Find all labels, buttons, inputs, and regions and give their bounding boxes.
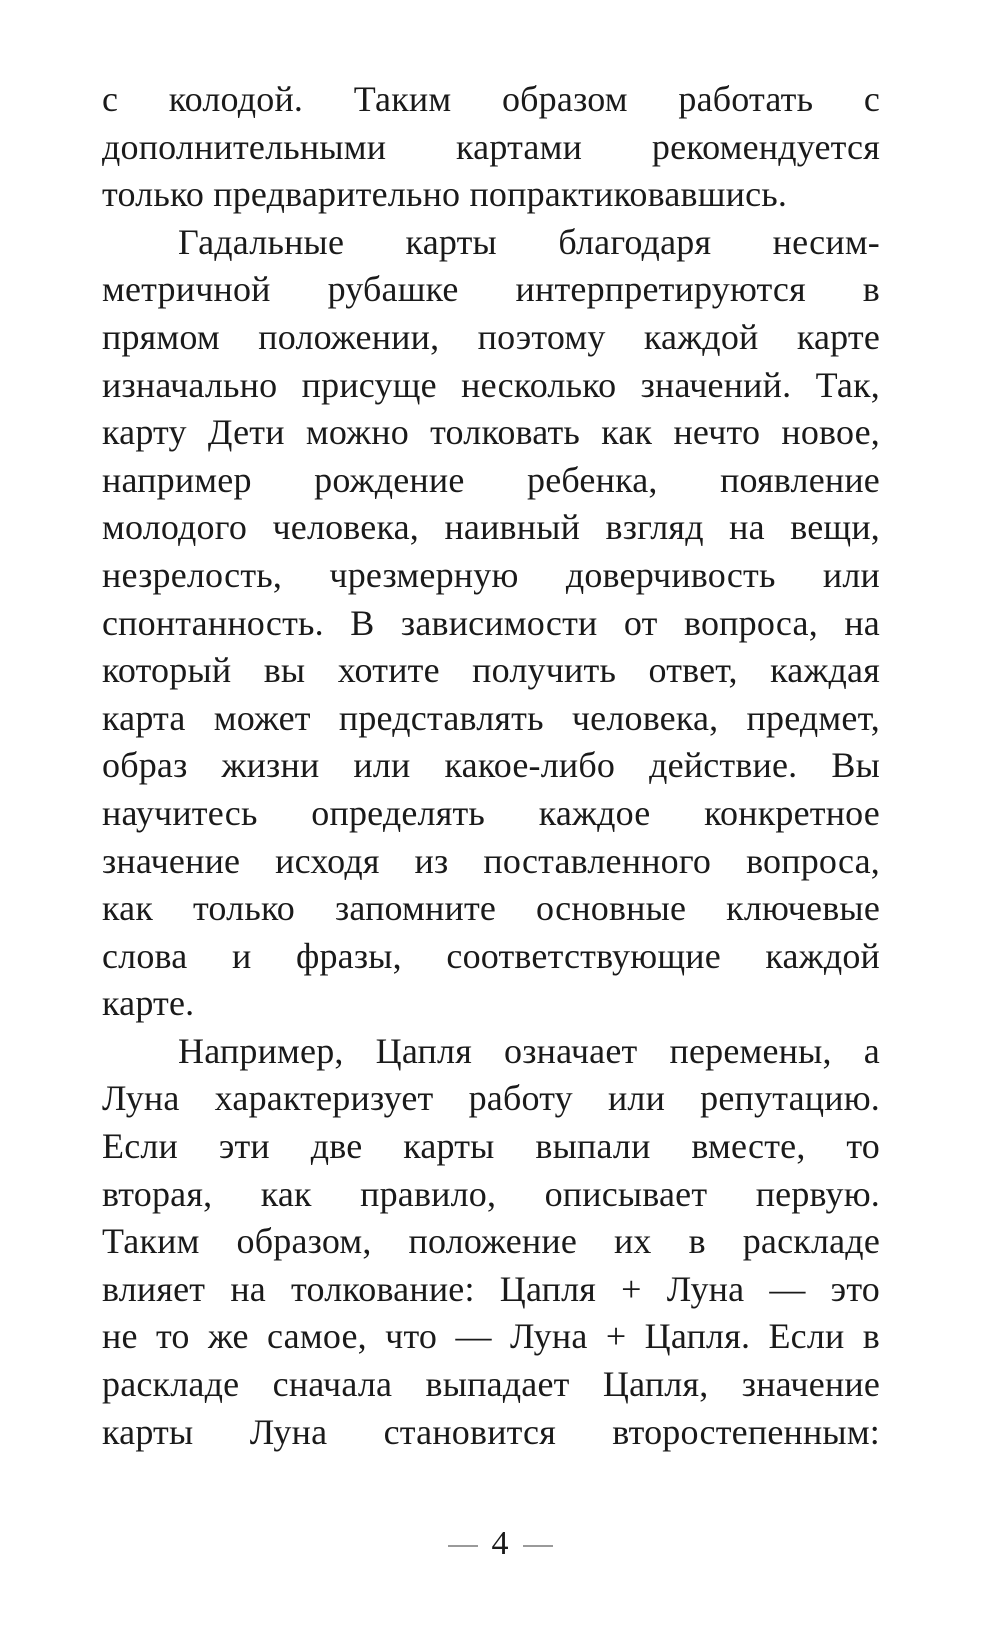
text-line: карте. (102, 983, 195, 1024)
text-line: вторая, как правило, описывает первую. (102, 1173, 880, 1214)
text-line: карту Дети можно толковать как нечто новое, (102, 412, 880, 453)
text-line: раскладе сначала выпадает Цапля, значение (102, 1364, 880, 1405)
page-footer (0, 1522, 1000, 1566)
text-line: спонтанность. В зависимости от вопроса, на (102, 602, 880, 643)
text-line: прямом положении, поэтому каждой карте (102, 316, 880, 357)
text-line: метричной рубашке интерпретируются в (102, 269, 880, 310)
text-line: карта может представлять человека, предмет, (102, 697, 880, 738)
text-line: который вы хотите получить ответ, каждая (102, 650, 880, 691)
text-line: влияет на толкование: Цапля + Луна — это (102, 1268, 880, 1309)
footer-dash-left (448, 1545, 478, 1547)
text-line: Луна характеризует работу или репутацию. (102, 1078, 880, 1119)
text-line: только предварительно попрактиковавшись. (102, 174, 788, 215)
text-line: значение исходя из поставленного вопроса, (102, 840, 880, 881)
text-line: научитесь определять каждое конкретное (102, 792, 880, 833)
text-line: незрелость, чрезмерную доверчивость или (102, 554, 880, 595)
footer-dash-right (523, 1545, 553, 1547)
text-line: Гадальные карты благодаря несим- (178, 221, 880, 262)
text-line: с колодой. Таким образом работать с (102, 79, 880, 119)
text-line: образ жизни или какое-либо действие. Вы (102, 745, 880, 786)
text-line: Например, Цапля означает перемены, а (178, 1030, 880, 1071)
text-line: например рождение ребенка, появление (102, 459, 880, 500)
text-line: Если эти две карты выпали вместе, то (102, 1126, 880, 1167)
page-body (102, 76, 880, 1456)
text-line: как только запомните основные ключевые (102, 888, 880, 929)
text-line: дополнительными картами рекомендуется (102, 126, 880, 167)
text-line: слова и фразы, соответствующие каждой (102, 935, 880, 976)
text-line: молодого человека, наивный взгляд на вещи, (102, 507, 880, 548)
text-line: Таким образом, положение их в раскладе (102, 1221, 880, 1262)
text-line: не то же самое, что — Луна + Цапля. Если в (102, 1316, 880, 1357)
page-number: 4 (491, 1525, 509, 1562)
text-line: карты Луна становится второстепенным: (102, 1411, 880, 1452)
text-line: изначально присуще несколько значений. Так, (102, 364, 880, 405)
